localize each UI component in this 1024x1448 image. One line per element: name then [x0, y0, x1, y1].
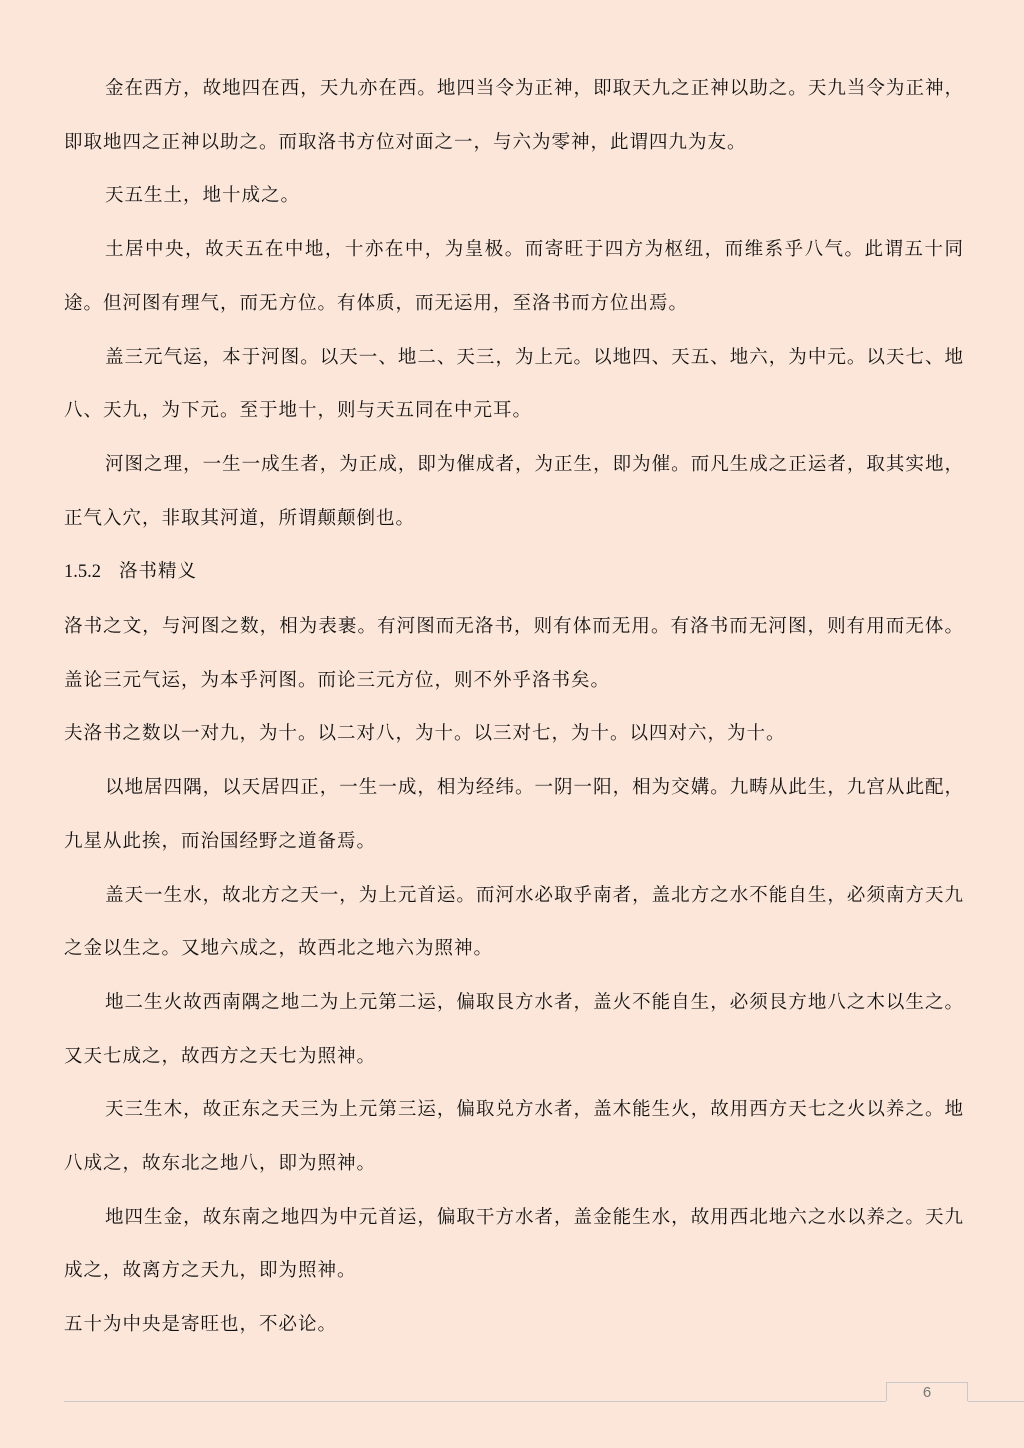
section-heading: [64, 545, 964, 600]
footer-divider: [64, 1401, 886, 1402]
paragraph: 天五生土，地十成之。: [105, 185, 301, 207]
section-title: 洛书精义: [119, 561, 198, 583]
paragraph: 夫洛书之数以一对九，为十。以二对八，为十。以三对七，为十。以四对六，为十。: [64, 723, 786, 745]
paragraph: 土居中央，故天五在中地，十亦在中，为皇极。而寄旺于四方为枢纽，而维系乎八气。此谓五十同途。但河图有理气，而无方位。有体质，而无运用，至洛书而方位出焉。: [64, 239, 964, 314]
paragraph: 五十为中央是寄旺也，不必论。: [64, 1314, 338, 1336]
paragraph: 盖天一生水，故北方之天一，为上元首运。而河水必取乎南者，盖北方之水不能自生，必须南方天九之金以生之。又地六成之，故西北之地六为照神。: [64, 884, 964, 960]
section-number: 1.5.2: [64, 562, 101, 583]
paragraph: 盖三元气运，本于河图。以天一、地二、天三，为上元。以地四、天五、地六，为中元。以天七、地八、天九，为下元。至于地十，则与天五同在中元耳。: [64, 346, 964, 422]
paragraph: 天三生木，故正东之天三为上元第三运，偏取兑方水者，盖木能生火，故用西方天七之火以养之。地八成之，故东北之地八，即为照神。: [64, 1099, 964, 1175]
paragraph: 地二生火故西南隅之地二为上元第二运，偏取艮方水者，盖火不能自生，必须艮方地八之木以生之。又天七成之，故西方之天七为照神。: [64, 991, 964, 1067]
footer-divider: [968, 1401, 1024, 1402]
page-content: [64, 62, 964, 1352]
paragraph: 洛书之文，与河图之数，相为表裹。有河图而无洛书，则有体而无用。有洛书而无河图，则有用而无体。盖论三元气运，为本乎河图。而论三元方位，则不外乎洛书矣。: [64, 616, 964, 691]
paragraph: 地四生金，故东南之地四为中元首运，偏取干方水者，盖金能生水，故用西北地六之水以养之。天九成之，故离方之天九，即为照神。: [64, 1206, 964, 1282]
paragraph: 以地居四隅，以天居四正，一生一成，相为经纬。一阴一阳，相为交媾。九畴从此生，九宫从此配，九星从此挨，而治国经野之道备焉。: [64, 777, 964, 852]
page-number: 6: [886, 1382, 968, 1401]
paragraph: 河图之理，一生一成生者，为正成，即为催成者，为正生，即为催。而凡生成之正运者，取其实地，正气入穴，非取其河道，所谓颠颠倒也。: [64, 453, 964, 529]
paragraph: 金在西方，故地四在西，天九亦在西。地四当令为正神，即取天九之正神以助之。天九当令为正神，即取地四之正神以助之。而取洛书方位对面之一，与六为零神，此谓四九为友。: [64, 78, 964, 153]
